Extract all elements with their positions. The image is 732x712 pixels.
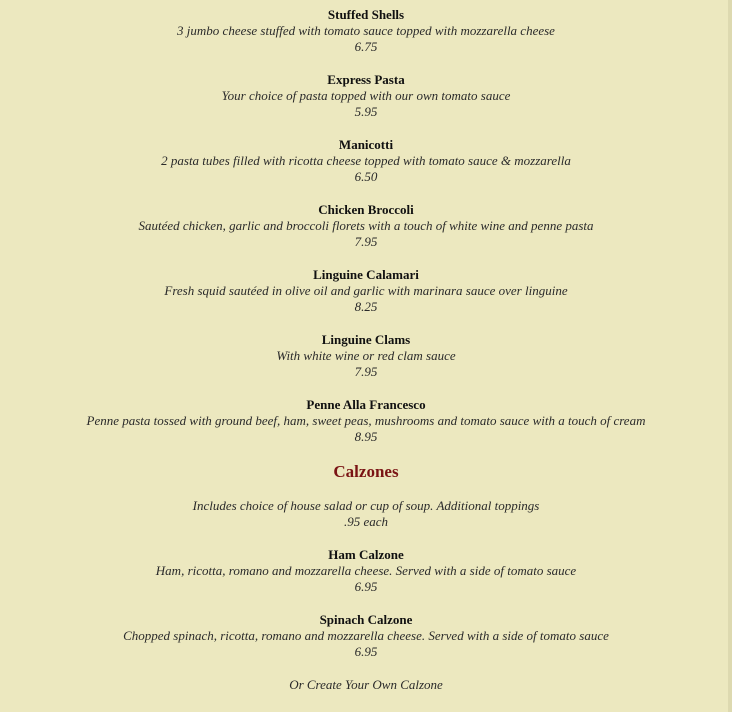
item-price: 8.95 (354, 429, 378, 444)
item-name: Spinach Calzone (319, 612, 413, 627)
item-description: 3 jumbo cheese stuffed with tomato sauce topped with mozzarella cheese (177, 23, 555, 38)
menu-item-linguine-clams (0, 332, 732, 380)
item-price: 8.25 (354, 299, 378, 314)
item-description: 2 pasta tubes filled with ricotta cheese topped with tomato sauce & mozzarella (161, 153, 571, 168)
menu-item-manicotti (0, 137, 732, 185)
page-edge (728, 0, 732, 712)
item-name: Express Pasta (327, 72, 405, 87)
item-name: Stuffed Shells (327, 7, 405, 22)
item-description: Ham, ricotta, romano and mozzarella cheese. Served with a side of tomato sauce (155, 563, 577, 578)
menu-item-spinach-calzone (0, 612, 732, 660)
item-name: Penne Alla Francesco (306, 397, 426, 412)
menu-item-ham-calzone (0, 547, 732, 595)
item-price: 7.95 (354, 364, 378, 379)
create-your-own-calzone: Or Create Your Own Calzone (289, 677, 443, 692)
calzones-note (0, 498, 732, 530)
item-price: 6.95 (354, 579, 378, 594)
item-description: Fresh squid sautéed in olive oil and garlic with marinara sauce over linguine (164, 283, 568, 298)
menu-item-linguine-calamari (0, 267, 732, 315)
item-description: With white wine or red clam sauce (276, 348, 456, 363)
item-name: Ham Calzone (328, 547, 404, 562)
menu-item-stuffed-shells (0, 7, 732, 55)
item-price: 6.50 (354, 169, 378, 184)
item-description: Sautéed chicken, garlic and broccoli florets with a touch of white wine and penne pasta (138, 218, 594, 233)
item-name: Linguine Clams (321, 332, 411, 347)
item-name: Manicotti (338, 137, 394, 152)
item-price: 6.75 (354, 39, 378, 54)
item-name: Chicken Broccoli (318, 202, 414, 217)
section-title-calzones: Calzones (333, 462, 399, 481)
item-description: Penne pasta tossed with ground beef, ham, sweet peas, mushrooms and tomato sauce with a touch of cream (86, 413, 646, 428)
item-price: 5.95 (354, 104, 378, 119)
item-price: 7.95 (354, 234, 378, 249)
item-description: Chopped spinach, ricotta, romano and mozzarella cheese. Served with a side of tomato sauce (123, 628, 609, 643)
menu-item-chicken-broccoli (0, 202, 732, 250)
menu-item-express-pasta (0, 72, 732, 120)
item-description: Your choice of pasta topped with our own tomato sauce (221, 88, 511, 103)
item-price: 6.95 (354, 644, 378, 659)
calzones-note-line1: Includes choice of house salad or cup of soup. Additional toppings (192, 498, 540, 513)
calzones-note-line2: .95 each (343, 514, 389, 529)
item-name: Linguine Calamari (313, 267, 419, 282)
menu-item-penne-alla-francesco (0, 397, 732, 445)
